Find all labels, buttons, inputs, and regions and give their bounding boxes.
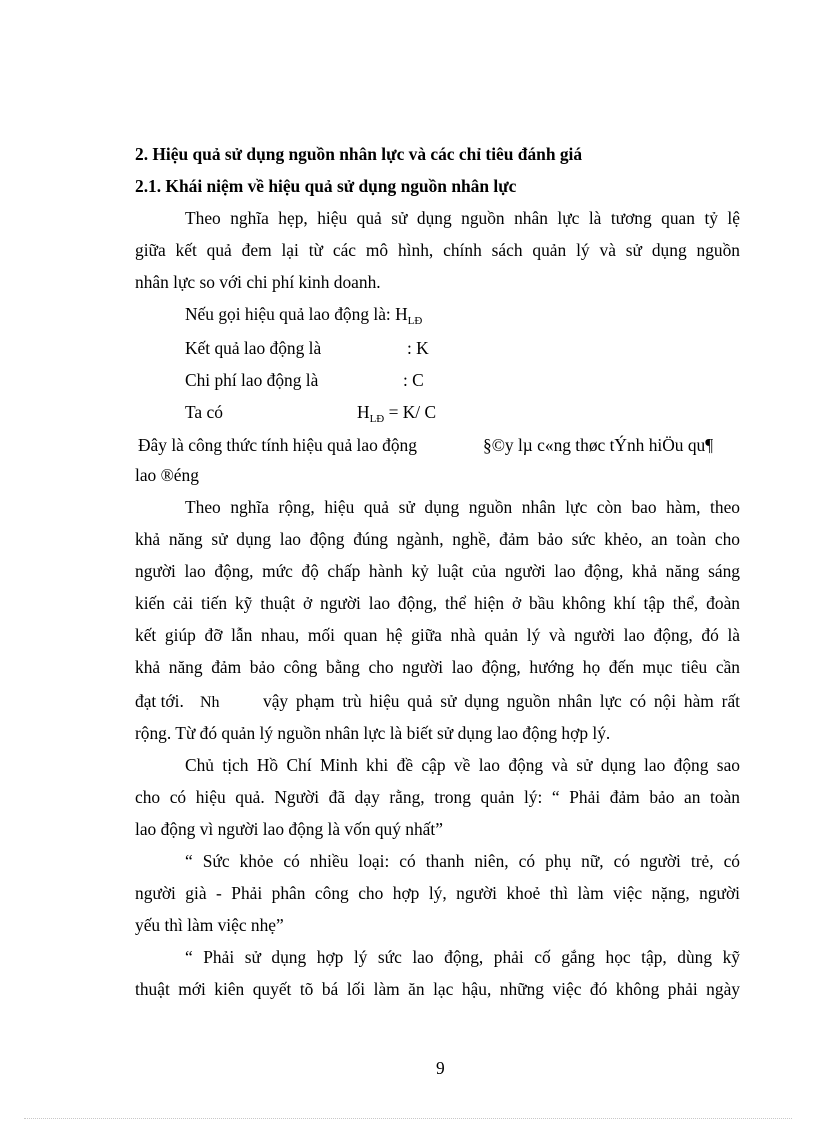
definition-k-value: : K xyxy=(407,338,429,358)
definition-hld-label: Nếu gọi hiệu quả lao động là: H xyxy=(185,304,408,324)
para1-line1: Theo nghĩa hẹp, hiệu quả sử dụng nguồn nhân lực là tương quan tỷ lệ xyxy=(185,208,740,228)
para4-line2: người già - Phải phân công cho hợp lý, người khoẻ thì làm việc nặng, người xyxy=(135,883,740,903)
para3-line1: Chủ tịch Hồ Chí Minh khi đề cập về lao động và sử dụng lao động sao xyxy=(185,755,740,775)
para1-line3: nhân lực so với chi phí kinh doanh. xyxy=(135,272,381,292)
para2-line8: rộng. Từ đó quản lý nguồn nhân lực là biết sử dụng lao động hợp lý. xyxy=(135,723,611,743)
formula xyxy=(357,401,436,430)
formula-note-line2: lao ®éng xyxy=(135,465,199,485)
para2-line6: khả năng đảm bảo công bằng cho người lao động, hướng họ đến mục tiêu cần xyxy=(135,657,740,677)
definition-taco-label: Ta có xyxy=(185,402,223,422)
para2-line7-rest: vậy phạm trù hiệu quả sử dụng nguồn nhân lực có nội hàm rất xyxy=(263,691,740,711)
definition-c-value: : C xyxy=(403,370,424,390)
definition-hld xyxy=(185,303,422,332)
para2-line7-start: đạt tới. xyxy=(135,691,184,711)
para2-line1: Theo nghĩa rộng, hiệu quả sử dụng nguồn nhân lực còn bao hàm, theo xyxy=(185,497,740,517)
formula-rest: = K/ C xyxy=(384,402,437,422)
section-heading-2-1: 2.1. Khái niệm về hiệu quả sử dụng nguồn nhân lực xyxy=(135,176,517,196)
page-bottom-divider xyxy=(24,1118,792,1119)
definition-k-label: Kết quả lao động là xyxy=(185,338,322,358)
para3-line3: lao động vì người lao động là vốn quý nhất” xyxy=(135,819,443,839)
formula-note-line1: Đây là công thức tính hiệu quả lao động xyxy=(138,435,417,455)
para2-line4: kiến cải tiến kỹ thuật ở người lao động, thể hiện ở bầu không khí tập thể, đoàn xyxy=(135,593,740,613)
para5-line1: “ Phải sử dụng hợp lý sức lao động, phải cố gắng học tập, dùng kỹ xyxy=(185,947,740,967)
para1-line2: giữa kết quả đem lại từ các mô hình, chính sách quản lý và sử dụng nguồn xyxy=(135,240,740,260)
para4-line3: yếu thì làm việc nhẹ” xyxy=(135,915,284,935)
para2-line5: kết giúp đỡ lẫn nhau, mối quan hệ giữa nhà quản lý và người lao động, đó là xyxy=(135,625,740,645)
para5-line2: thuật mới kiên quyết tõ bá lối làm ăn lạc hậu, những việc đó không phải ngày xyxy=(135,979,740,999)
formula-note-legacy: §©y lµ c«ng thøc tÝnh hiÖu qu¶ xyxy=(483,435,714,455)
para3-line2: cho có hiệu quả. Người đã dạy rằng, trong quản lý: “ Phải đảm bảo an toàn xyxy=(135,787,740,807)
definition-c-label: Chi phí lao động là xyxy=(185,370,319,390)
section-heading-2: 2. Hiệu quả sử dụng nguồn nhân lực và các chỉ tiêu đánh giá xyxy=(135,144,583,164)
definition-hld-subscript: LĐ xyxy=(407,315,423,327)
para2-line3: người lao động, mức độ chấp hành kỷ luật của người lao động, khả năng sáng xyxy=(135,561,740,581)
para2-line2: khả năng sử dụng lao động đúng ngành, nghề, đảm bảo sức khẻo, an toàn cho xyxy=(135,529,740,549)
page-number: 9 xyxy=(436,1058,445,1078)
formula-h: H xyxy=(357,402,370,422)
para2-line7-fragment: Nh xyxy=(200,694,220,711)
formula-subscript: LĐ xyxy=(369,413,385,425)
para4-line1: “ Sức khỏe có nhiều loại: có thanh niên, có phụ nữ, có người trẻ, có xyxy=(185,851,740,871)
